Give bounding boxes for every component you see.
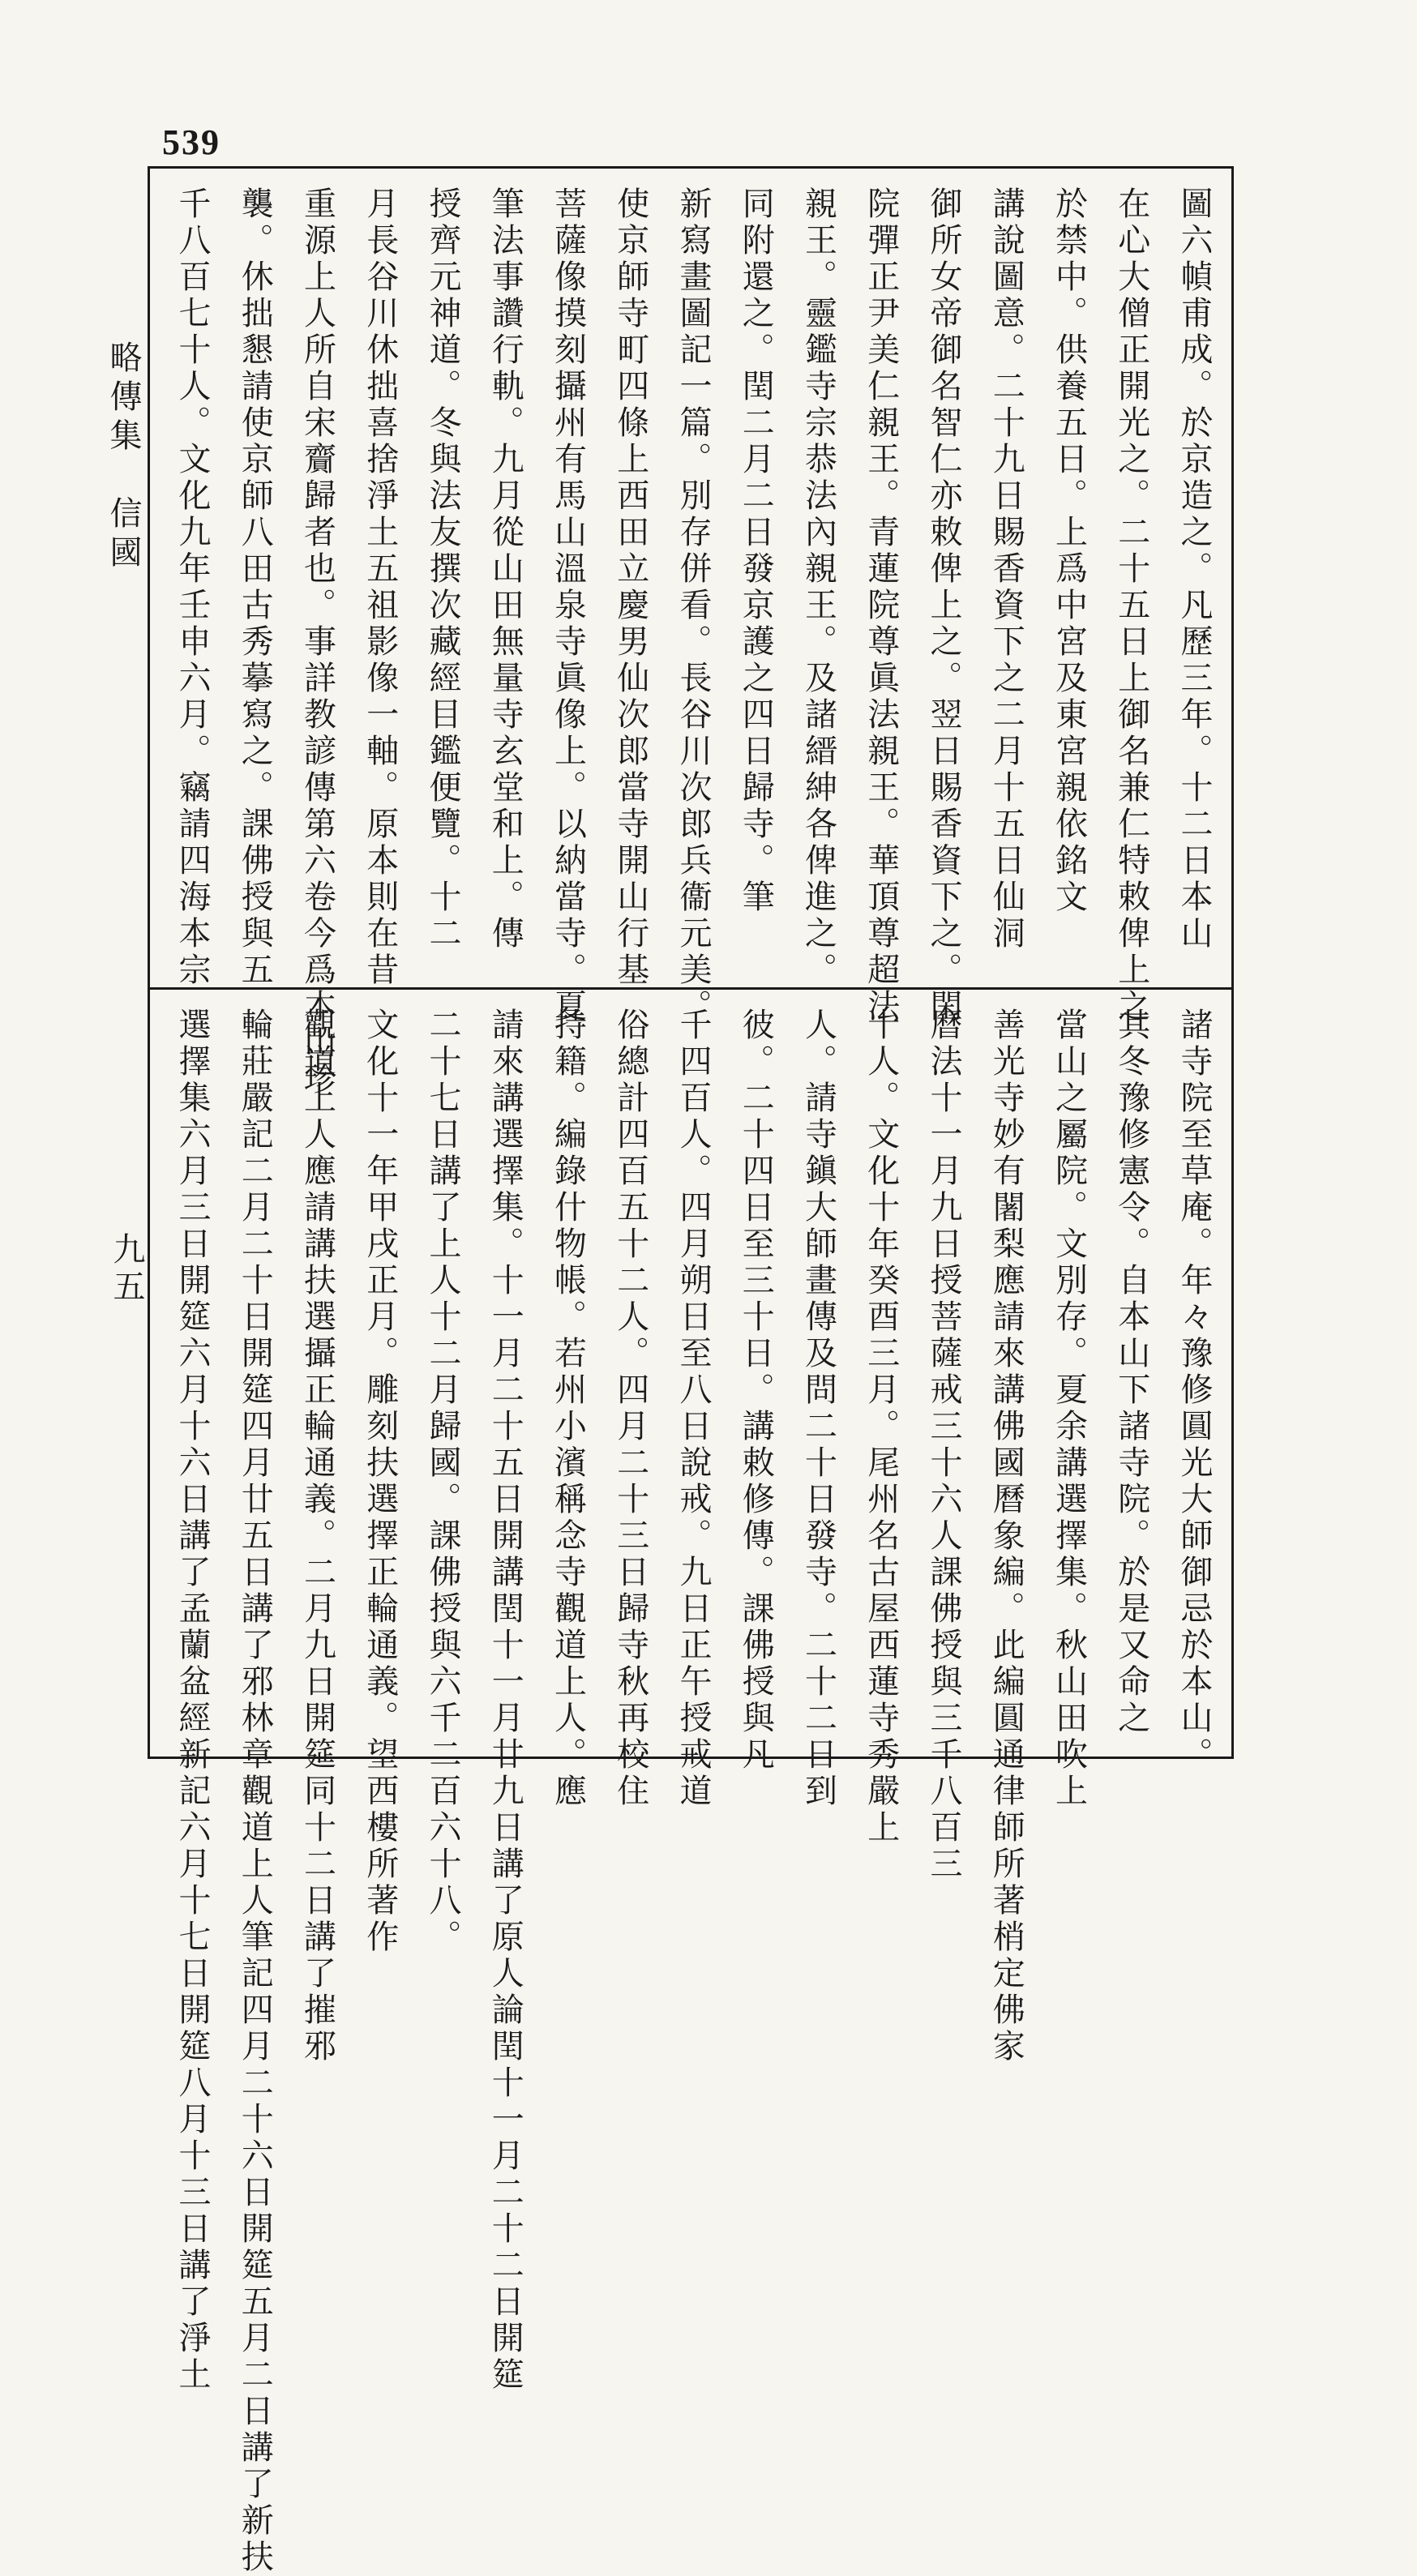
text-column: 講說圖意。二十九日賜香資下之二月十五日仙洞 bbox=[987, 186, 1025, 952]
text-column: 人。請寺鎭大師畫傳及問二十日發寺。二十二日到 bbox=[799, 1008, 837, 1810]
text-column: 輪莊嚴記二月二十日開筵四月廿五日講了邪林章觀道上人筆記四月二十六日開筵五月二日講了新扶 bbox=[236, 1008, 274, 2576]
text-column: 圖六幀甫成。於京造之。凡歷三年。十二日本山 bbox=[1175, 186, 1213, 952]
text-column: 十人。文化十年癸酉三月。尾州名古屋西蓮寺秀嚴上 bbox=[862, 1008, 900, 1846]
text-column: 授齊元神道。冬與法友撰次藏經目鑑便覽。十二 bbox=[424, 186, 461, 952]
folio-number: 九五 bbox=[108, 1232, 145, 1307]
upper-text-block bbox=[166, 186, 1220, 1098]
text-column: 千四百人。四月朔日至八日說戒。九日正午授戒道 bbox=[674, 1008, 712, 1810]
text-column: 月長谷川休拙喜捨淨土五祖影像一軸。原本則在昔 bbox=[361, 186, 399, 989]
text-column: 千八百七十人。文化九年壬申六月。竊請四海本宗 bbox=[173, 186, 211, 989]
text-column: 親王。靈鑑寺宗恭法內親王。及諸縉紳各俾進之。 bbox=[799, 186, 837, 989]
text-column: 俗總計四百五十二人。四月二十三日歸寺秋再校住 bbox=[611, 1008, 649, 1810]
section-divider bbox=[150, 987, 1231, 990]
text-column: 襲。休拙懇請使京師八田古秀摹寫之。課佛授與五 bbox=[236, 186, 274, 989]
text-column: 持籍。編錄什物帳。若州小濱稱念寺觀道上人。應 bbox=[549, 1008, 587, 1810]
text-column: 選擇集六月三日開筵六月十六日講了孟蘭盆經新記六月十七日開筵八月十三日講了淨土 bbox=[173, 1008, 211, 2394]
text-column: 當山之屬院。文別存。夏余講選擇集。秋山田吹上 bbox=[1050, 1008, 1088, 1810]
text-column: 善光寺妙有闍梨應請來講佛國曆象編。此編圓通律師所著梢定佛家 bbox=[987, 1008, 1025, 2065]
text-column: 院彈正尹美仁親王。青蓮院尊眞法親王。華頂尊超法 bbox=[862, 186, 900, 1025]
page-number: 539 bbox=[162, 122, 220, 162]
text-column: 曆法十一月九日授菩薩戒三十六人課佛授與三千八百三 bbox=[925, 1008, 962, 1883]
text-column: 彼。二十四日至三十日。講敕修傳。課佛授與凡 bbox=[737, 1008, 775, 1774]
text-column: 菩薩像摸刻攝州有馬山溫泉寺眞像上。以納當寺。夏 bbox=[549, 186, 587, 1025]
text-column: 新寫畫圖記一篇。別存併看。長谷川次郎兵衞元美。 bbox=[674, 186, 712, 1025]
text-column: 文化十一年甲戌正月。雕刻扶選擇正輪通義。望西樓所著作 bbox=[361, 1008, 399, 1956]
text-column: 請來講選擇集。十一月二十五日開講閏十一月廿九日講了原人論閏十一月二十二日開筵 bbox=[486, 1008, 524, 2394]
text-column: 觀道上人應請講扶選攝正輪通義。二月九日開筵同十二日講了摧邪 bbox=[298, 1008, 336, 2065]
text-column: 於禁中。供養五日。上爲中宮及東宮親依銘文 bbox=[1050, 186, 1088, 916]
text-column: 其冬豫修憲令。自本山下諸寺院。於是又命之 bbox=[1112, 1008, 1150, 1737]
lower-text-block bbox=[166, 1008, 1220, 2576]
text-column: 諸寺院至草庵。年々豫修圓光大師御忌於本山。 bbox=[1175, 1008, 1213, 1774]
running-title: 略傳集 信國 bbox=[105, 340, 142, 574]
text-column: 在心大僧正開光之。二十五日上御名兼仁特敕俾上之 bbox=[1112, 186, 1150, 1025]
text-column: 筆法事讚行軌。九月從山田無量寺玄堂和上。傳 bbox=[486, 186, 524, 952]
text-column: 重源上人所自宋齎歸者也。事詳教諺傳第六卷今爲本山珍 bbox=[298, 186, 336, 1098]
text-column: 使京師寺町四條上西田立慶男仙次郎當寺開山行基 bbox=[611, 186, 649, 989]
text-frame bbox=[148, 166, 1234, 2576]
text-column: 二十七日講了上人十二月歸國。課佛授與六千二百六十八。 bbox=[424, 1008, 461, 1956]
text-column: 同附還之。閏二月二日發京護之四日歸寺。筆 bbox=[737, 186, 775, 916]
text-column: 御所女帝御名智仁亦敕俾上之。翌日賜香資下之。閑 bbox=[925, 186, 962, 1025]
